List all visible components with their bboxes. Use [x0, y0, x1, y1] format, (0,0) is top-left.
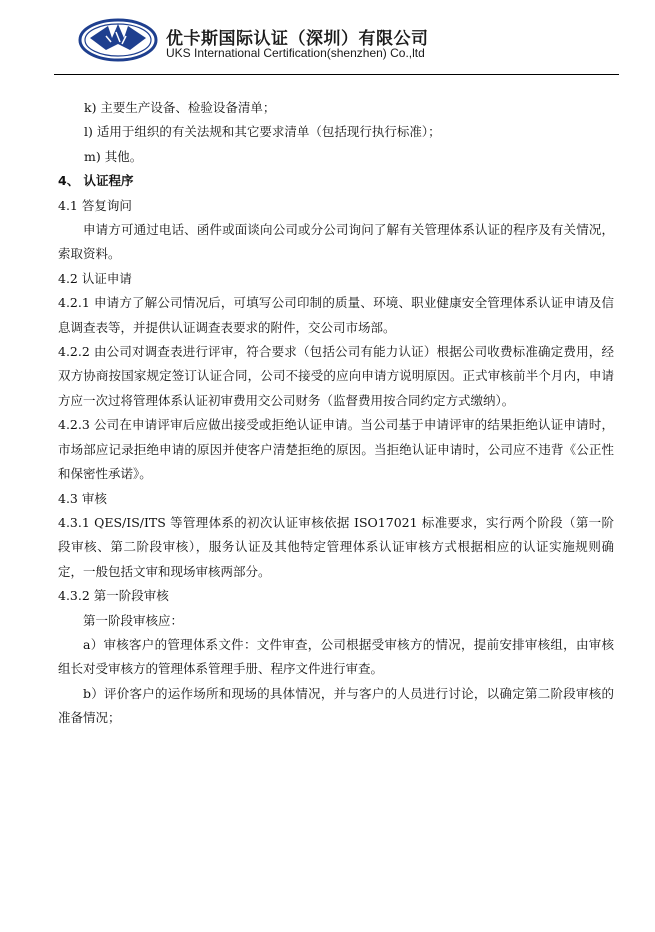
list-item-m: m) 其他。 — [84, 148, 143, 164]
paragraph-4-3-2-a: a）审核客户的管理体系文件：文件审查，公司根据受审核方的情况，提前安排审核组，由审核组长对受审核方的管理体系管理手册、程序文件进行审查。 — [58, 636, 614, 677]
company-name-cn: 优卡斯国际认证（深圳）有限公司 — [166, 29, 429, 49]
document-body — [58, 96, 614, 731]
section-heading-4: 4、 认证程序 — [58, 173, 134, 189]
paragraph-4-2-3: 4.2.3 公司在申请评审后应做出接受或拒绝认证申请。当公司基于申请评审的结果拒绝认证申请时，市场部应记录拒绝申请的原因并使客户清楚拒绝的原因。当拒绝认证申请时，公司应不违背《公正性和保密性承诺》。 — [58, 417, 614, 482]
subsection-4-3-2-title: 4.3.2 第一阶段审核 — [58, 588, 169, 604]
paragraph-4-3-2-b: b）评价客户的运作场所和现场的具体情况，并与客户的人员进行讨论，以确定第二阶段审核的准备情况； — [58, 685, 614, 726]
header-divider — [54, 74, 619, 75]
paragraph-4-2-1: 4.2.1 申请方了解公司情况后，可填写公司印制的质量、环境、职业健康安全管理体系认证申请及信息调查表等，并提供认证调查表要求的附件，交公司市场部。 — [58, 295, 614, 335]
page-header — [0, 0, 655, 76]
list-item-k: k) 主要生产设备、检验设备清单； — [84, 100, 276, 115]
list-item-l: l) 适用于组织的有关法规和其它要求清单（包括现行执行标准）； — [84, 124, 441, 140]
company-name-en: UKS International Certification(shenzhen) Co.,ltd — [166, 46, 425, 60]
paragraph-4-3-2-intro: 第一阶段审核应： — [83, 612, 184, 628]
subsection-4-2-title: 4.2 认证申请 — [58, 270, 132, 286]
subsection-4-1-title: 4.1 答复询问 — [58, 197, 132, 213]
subsection-4-3-title: 4.3 审核 — [58, 490, 107, 506]
paragraph-4-3-1: 4.3.1 QES/IS/ITS 等管理体系的初次认证审核依据 ISO17021 标准要求，实行两个阶段（第一阶段审核、第二阶段审核），服务认证及其他特定管理体系认证审核方式根据相应的认证实施规则确定，一般包括文审和现场审核两部分。 — [58, 514, 614, 579]
paragraph-4-2-2: 4.2.2 由公司对调查表进行评审，符合要求（包括公司有能力认证）根据公司收费标准确定费用，经双方协商按国家规定签订认证合同，公司不接受的应向申请方说明原因。正式审核前半个月内，申请方应一次过将管理体系认证初审费用交公司财务（监督费用按合同约定方式缴纳）。 — [58, 344, 614, 408]
paragraph-4-1: 申请方可通过电话、函件或面谈向公司或分公司询问了解有关管理体系认证的程序及有关情况，索取资料。 — [58, 222, 614, 262]
uks-logo-icon — [78, 18, 158, 62]
